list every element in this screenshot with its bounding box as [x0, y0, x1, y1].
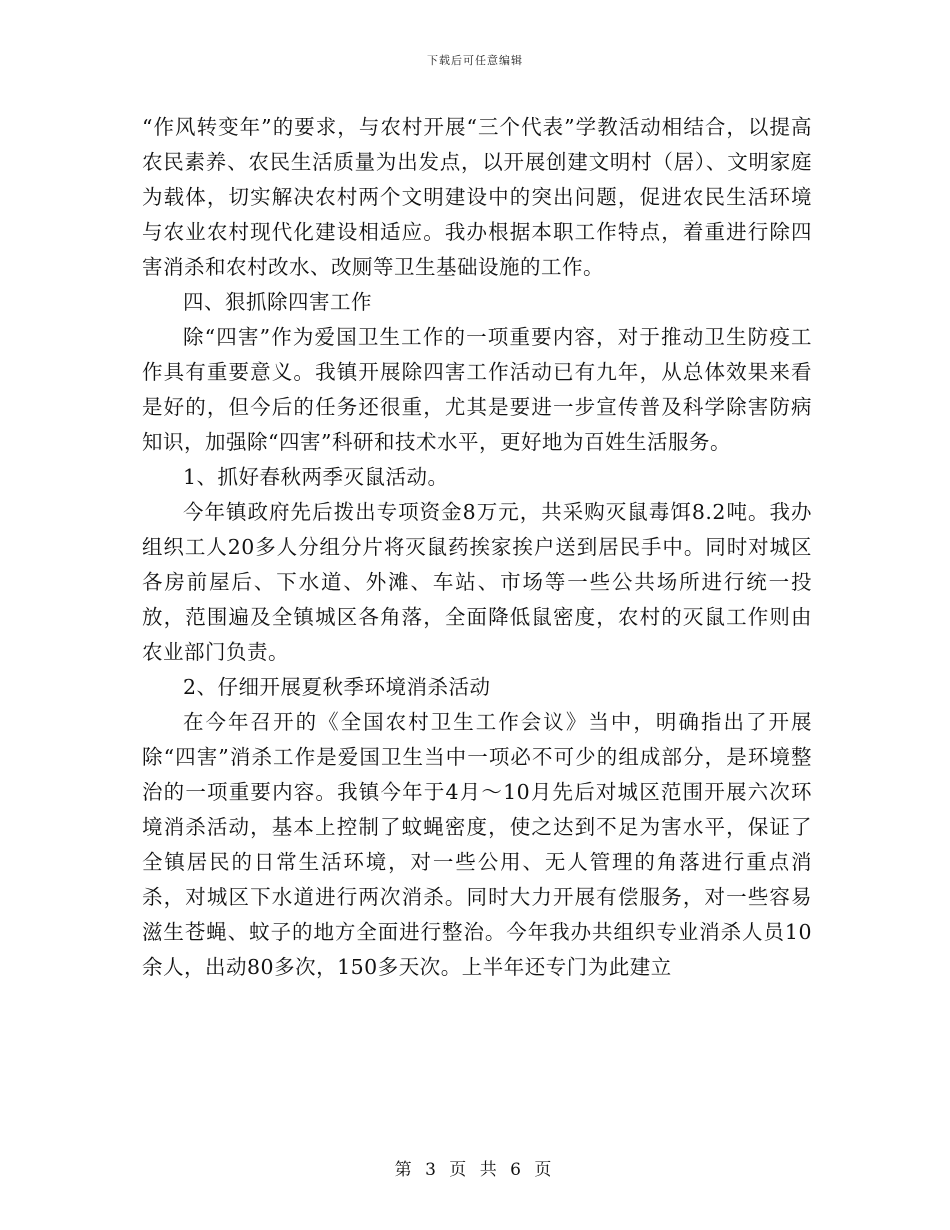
page-footer: 第 3 页 共 6 页: [394, 1160, 556, 1180]
section-heading-4: 四、狠抓除四害工作: [183, 290, 372, 314]
subheading-1: 1、抓好春秋两季灭鼠活动。: [183, 465, 449, 489]
paragraph-3: 今年镇政府先后拨出专项资金8万元，共采购灭鼠毒饵8.2吨。我办组织工人20多人分组分片将灭鼠药挨家挨户送到居民手中。同时对城区各房前屋后、下水道、外滩、车站、市场等一些公共场所进行统一投放，范围遍及全镇城区各角落，全面降低鼠密度，农村的灭鼠工作则由农业部门负责。: [142, 500, 812, 664]
page-header: 下载后可任意编辑: [427, 54, 523, 67]
document-body: [142, 110, 812, 985]
subheading-2: 2、仔细开展夏秋季环境消杀活动: [183, 675, 491, 699]
paragraph-1: “作风转变年”的要求，与农村开展“三个代表”学教活动相结合，以提高农民素养、农民生活质量为出发点，以开展创建文明村（居）、文明家庭为载体，切实解决农村两个文明建设中的突出问题，促进农民生活环境与农业农村现代化建设相适应。我办根据本职工作特点，着重进行除四害消杀和农村改水、改厕等卫生基础设施的工作。: [142, 115, 812, 279]
paragraph-2: 除“四害”作为爱国卫生工作的一项重要内容，对于推动卫生防疫工作具有重要意义。我镇开展除四害工作活动已有九年，从总体效果来看是好的，但今后的任务还很重，尤其是要进一步宣传普及科学除害防病知识，加强除“四害”科研和技术水平，更好地为百姓生活服务。: [142, 325, 812, 454]
paragraph-4: 在今年召开的《全国农村卫生工作会议》当中，明确指出了开展除“四害”消杀工作是爱国卫生当中一项必不可少的组成部分，是环境整治的一项重要内容。我镇今年于4月～10月先后对城区范围开展六次环境消杀活动，基本上控制了蚊蝇密度，使之达到不足为害水平，保证了全镇居民的日常生活环境，对一些公用、无人管理的角落进行重点消杀，对城区下水道进行两次消杀。同时大力开展有偿服务，对一些容易滋生苍蝇、蚊子的地方全面进行整治。今年我办共组织专业消杀人员10余人，出动80多次，150多天次。上半年还专门为此建立: [142, 710, 812, 979]
